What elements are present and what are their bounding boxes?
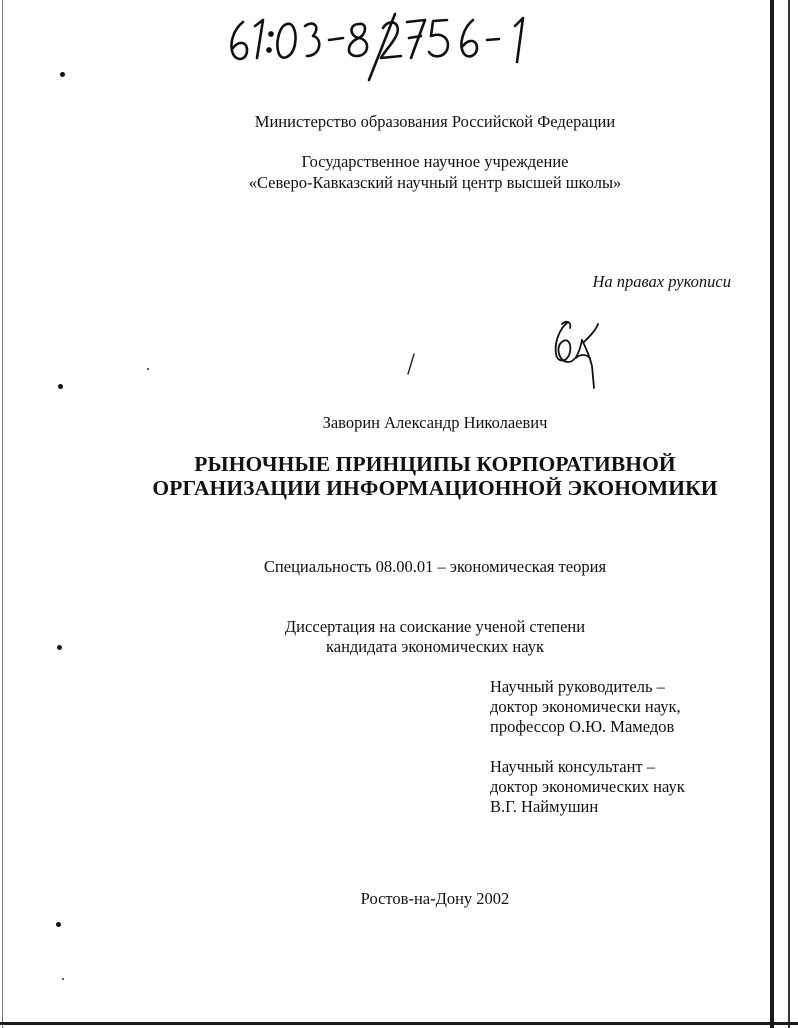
binding-hole [58, 384, 63, 389]
author-name: Заворин Александр Николаевич [322, 413, 548, 432]
scan-speck [147, 368, 149, 370]
supervisor-degree: доктор экономически наук, [490, 697, 681, 716]
archive-code-handwriting [225, 4, 535, 84]
institution-line-1: Государственное научное учреждение [301, 152, 569, 171]
ministry-line: Министерство образования Российской Федерации [254, 112, 616, 131]
consultant-role: Научный консультант – [490, 757, 655, 776]
institution-line-2: «Северо-Кавказский научный центр высшей школы» [248, 173, 622, 192]
degree-line-2: кандидата экономических наук [325, 637, 544, 656]
dissertation-title-line-2: ОРГАНИЗАЦИИ ИНФОРМАЦИОННОЙ ЭКОНОМИКИ [152, 476, 718, 500]
rights-note: На правах рукописи [592, 272, 731, 291]
specialty-line: Специальность 08.00.01 – экономическая теория [263, 557, 607, 576]
supervisor-name: профессор О.Ю. Мамедов [490, 717, 675, 736]
consultant-degree: доктор экономических наук [490, 777, 685, 796]
dissertation-title-line-1: РЫНОЧНЫЕ ПРИНЦИПЫ КОРПОРАТИВНОЙ [194, 452, 676, 476]
degree-line-1: Диссертация на соискание ученой степени [284, 617, 586, 636]
scan-speck [62, 978, 64, 980]
pen-mark [404, 352, 418, 376]
binding-hole [60, 72, 65, 77]
city-year: Ростов-на-Дону 2002 [360, 889, 510, 908]
binding-hole [56, 922, 61, 927]
author-signature [546, 318, 606, 390]
supervisor-role: Научный руководитель – [490, 677, 665, 696]
consultant-name: В.Г. Наймушин [490, 797, 599, 816]
scan-border-bottom [0, 1022, 798, 1025]
